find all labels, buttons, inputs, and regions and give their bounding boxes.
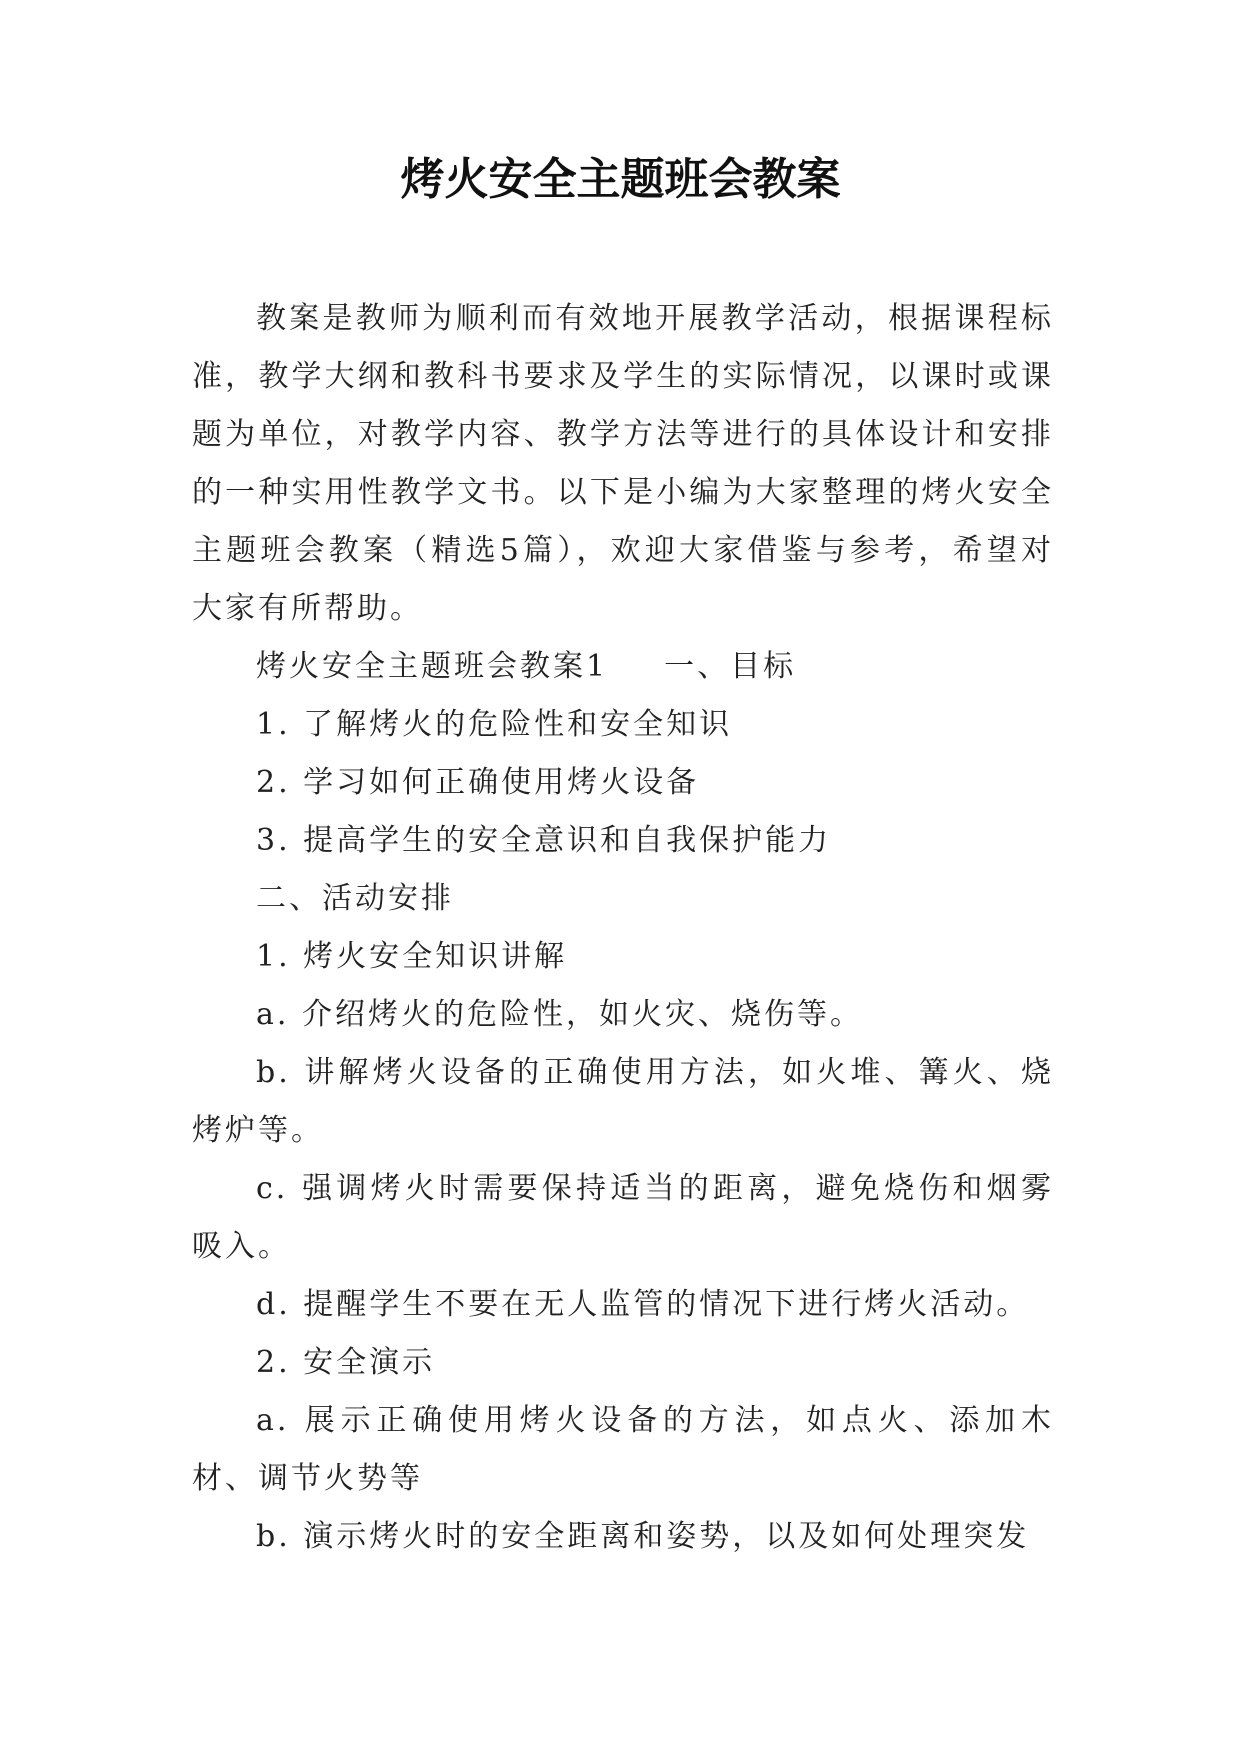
goal-heading: 一、目标 (664, 649, 797, 684)
document-title: 烤火安全主题班会教案 (400, 154, 841, 205)
activity1-heading: 1. 烤火安全知识讲解 (256, 939, 568, 974)
activity2-heading: 2. 安全演示 (256, 1345, 436, 1380)
intro-paragraph: 教案是教师为顺利而有效地开展教学活动，根据课程标准，教学大纲和教科书要求及学生的实际情况，以课时或课题为单位，对教学内容、教学方法等进行的具体设计和安排的一种实用性教学文书。以下是小编为大家整理的烤火安全主题班会教案（精选5篇），欢迎大家借鉴与参考，希望对大家有所帮助。 (192, 301, 1054, 626)
section1-title: 烤火安全主题班会教案1 (256, 649, 609, 684)
activity2-item: b. 演示烤火时的安全距离和姿势，以及如何处理突发 (256, 1519, 1030, 1554)
goal-item: 1. 了解烤火的危险性和安全知识 (256, 707, 733, 742)
activity2-item: a. 展示正确使用烤火设备的方法，如点火、添加木材、调节火势等 (192, 1403, 1054, 1496)
goal-item: 3. 提高学生的安全意识和自我保护能力 (256, 823, 832, 858)
activity1-item: b. 讲解烤火设备的正确使用方法，如火堆、篝火、烧烤炉等。 (192, 1055, 1054, 1148)
activity1-item: a. 介绍烤火的危险性，如火灾、烧伤等。 (256, 997, 863, 1032)
section1-heading-line (192, 638, 1054, 696)
activity-heading: 二、活动安排 (256, 881, 454, 916)
activity1-item: c. 强调烤火时需要保持适当的距离，避免烧伤和烟雾吸入。 (192, 1171, 1054, 1264)
document-body (192, 290, 1054, 1566)
goal-item: 2. 学习如何正确使用烤火设备 (256, 765, 700, 800)
activity1-item: d. 提醒学生不要在无人监管的情况下进行烤火活动。 (256, 1287, 1030, 1322)
